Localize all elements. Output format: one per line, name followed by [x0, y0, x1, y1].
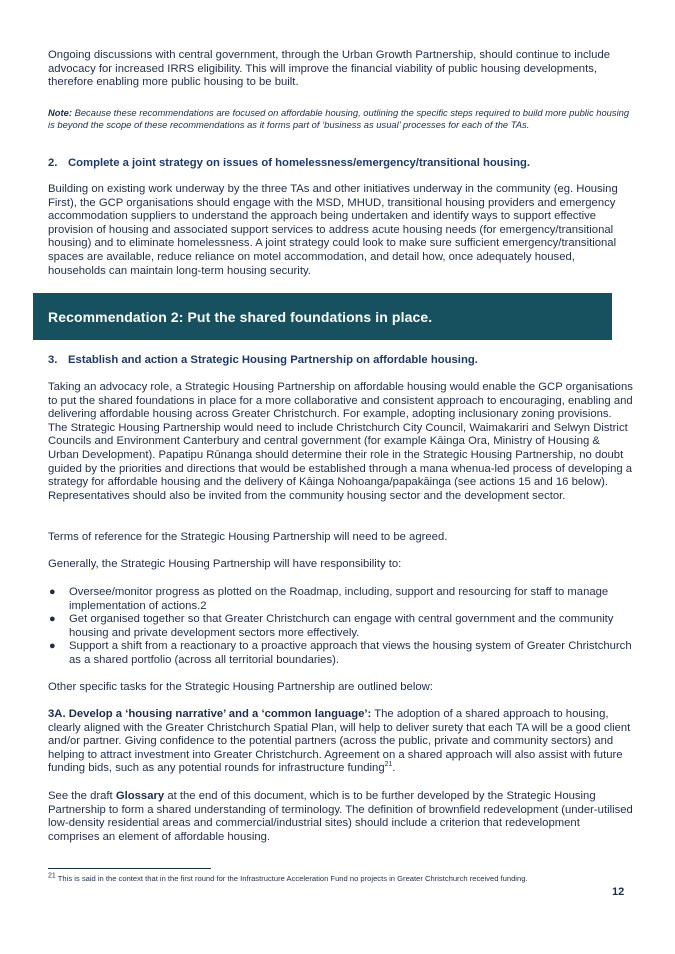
- list-item: [48, 613, 633, 640]
- glossary-paragraph: [48, 790, 633, 844]
- section-3-text: Taking an advocacy role, a Strategic Housing Partnership on affordable housing would enable the GCP organisations to put the shared foundations in place for a more collaborative and consistent approach to encouraging, enabling and delivering affordable housing across Greater Christchurch. For example, adopting inclusionary zoning provisions. The Strategic Housing Partnership would need to include Christchurch City Council, Waimakariri and Selwyn District Councils and Environment Canterbury and central government (for example Kāinga Ora, Ministry of Housing & Urban Development). Papatipu Rūnanga should determine their role in the Strategic Housing Partnership, no doubt guided by the priorities and directions that would be established through a mana whenua-led process of developing a strategy for affordable housing and the delivery of Kāinga Nohoanga/papakāinga (see actions 15 and 16 below). Representatives should also be invited from the community housing sector and the development sector.: [48, 381, 633, 502]
- glossary-pre: See the draft: [48, 790, 116, 802]
- bullet-icon: ●: [49, 640, 56, 653]
- section-3-number: 3.: [48, 354, 58, 366]
- generally-paragraph: [48, 558, 633, 572]
- recommendation-banner: [33, 293, 612, 340]
- glossary-term: Glossary: [115, 790, 165, 802]
- footnote-marker: 21: [48, 872, 56, 880]
- task-3a-end: .: [392, 762, 396, 775]
- bullet-icon: ●: [49, 586, 56, 598]
- page-number: 12: [612, 886, 625, 898]
- task-3a-text: The adoption of a shared approach to housing, clearly aligned with the Greater Christchurch Spatial Plan, will help to deliver surety that each TA will be a good client and/or partner. Giving confidence to the potential partners (across the public, private and community sectors) and helping to attract investment into Greater Christchurch. Agreement on a shared approach will also assist with future funding bids, such as any potential rounds for infrastructure funding: [48, 708, 631, 775]
- section-3-heading: [48, 354, 633, 368]
- footnote-divider: [48, 868, 211, 869]
- footnote-text: This is said in the context that in the first round for the Infrastructure Acceleration Fund no projects in Greater Christchurch received funding.: [55, 874, 528, 883]
- section-2-heading: [48, 157, 633, 171]
- list-item: [48, 640, 633, 667]
- generally-text: Generally, the Strategic Housing Partnership will have responsibility to:: [48, 558, 402, 570]
- section-2-text: Building on existing work underway by the three TAs and other initiatives underway in the community (eg. Housing First), the GCP organisations should engage with the MSD, MHUD, transitional housing providers and emergency accommodation suppliers to understand the approach being undertaken and identify ways to support effective provision of housing and associated support services to address acute housing needs (for emergency/transitional housing) and to eliminate homelessness. A joint strategy could look to make sure sufficient emergency/transitional spaces are available, reduce reliance on motel accommodation, and detail how, once adequately housed, households can maintain long-term housing security.: [48, 183, 618, 277]
- section-3-title: Establish and action a Strategic Housing Partnership on affordable housing.: [68, 354, 478, 366]
- list-item: [48, 586, 633, 613]
- section-2-title: Complete a joint strategy on issues of homelessness/emergency/transitional housing.: [68, 157, 531, 169]
- task-3a-label: 3A. Develop a ‘housing narrative’ and a ‘common language’:: [48, 708, 372, 720]
- banner-title: Recommendation 2: Put the shared foundations in place.: [48, 309, 433, 325]
- list-item-text: Support a shift from a reactionary to a proactive approach that views the housing system of Greater Christchurch as a shared portfolio (across all territorial boundaries).: [69, 640, 632, 666]
- glossary-post: at the end of this document, which is to be further developed by the Strategic Housing Partnership to form a shared understanding of terminology. The definition of brownfield redevelopment (under-utilised low-density residential areas and commercial/industrial sites) should include a criterion that redevelopment comprises an element of affordable housing.: [48, 790, 633, 843]
- footnote: [48, 874, 628, 884]
- note-text: Because these recommendations are focused on affordable housing, outlining the specific steps required to build more public housing is beyond the scope of these recommendations as it forms part of ‘business as usual’ processes for each of the TAs.: [48, 107, 630, 130]
- note-label: Note:: [48, 107, 72, 118]
- task-3a-paragraph: [48, 708, 633, 776]
- intro-text: Ongoing discussions with central government, through the Urban Growth Partnership, should continue to include advocacy for increased IRRS eligibility. This will improve the financial viability of public housing developments, therefore enabling more public housing to be built.: [48, 49, 611, 89]
- footnote-reference: 21: [384, 761, 393, 769]
- other-tasks-paragraph: [48, 681, 633, 695]
- terms-text: Terms of reference for the Strategic Housing Partnership will need to be agreed.: [48, 531, 448, 543]
- bullet-icon: ●: [49, 613, 56, 626]
- other-tasks-text: Other specific tasks for the Strategic Housing Partnership are outlined below:: [48, 681, 433, 693]
- note-block: [48, 107, 633, 131]
- section-2-body: [48, 183, 633, 278]
- terms-paragraph: [48, 531, 633, 545]
- intro-paragraph: [48, 49, 633, 90]
- section-2-number: 2.: [48, 157, 58, 169]
- section-3-body: [48, 381, 633, 503]
- responsibility-list: [48, 586, 633, 668]
- list-item-text: Oversee/monitor progress as plotted on the Roadmap, including, support and resourcing for staff to manage implementation of actions.2: [69, 586, 609, 612]
- list-item-text: Get organised together so that Greater Christchurch can engage with central government and the community housing and private development sectors more effectively.: [69, 613, 614, 639]
